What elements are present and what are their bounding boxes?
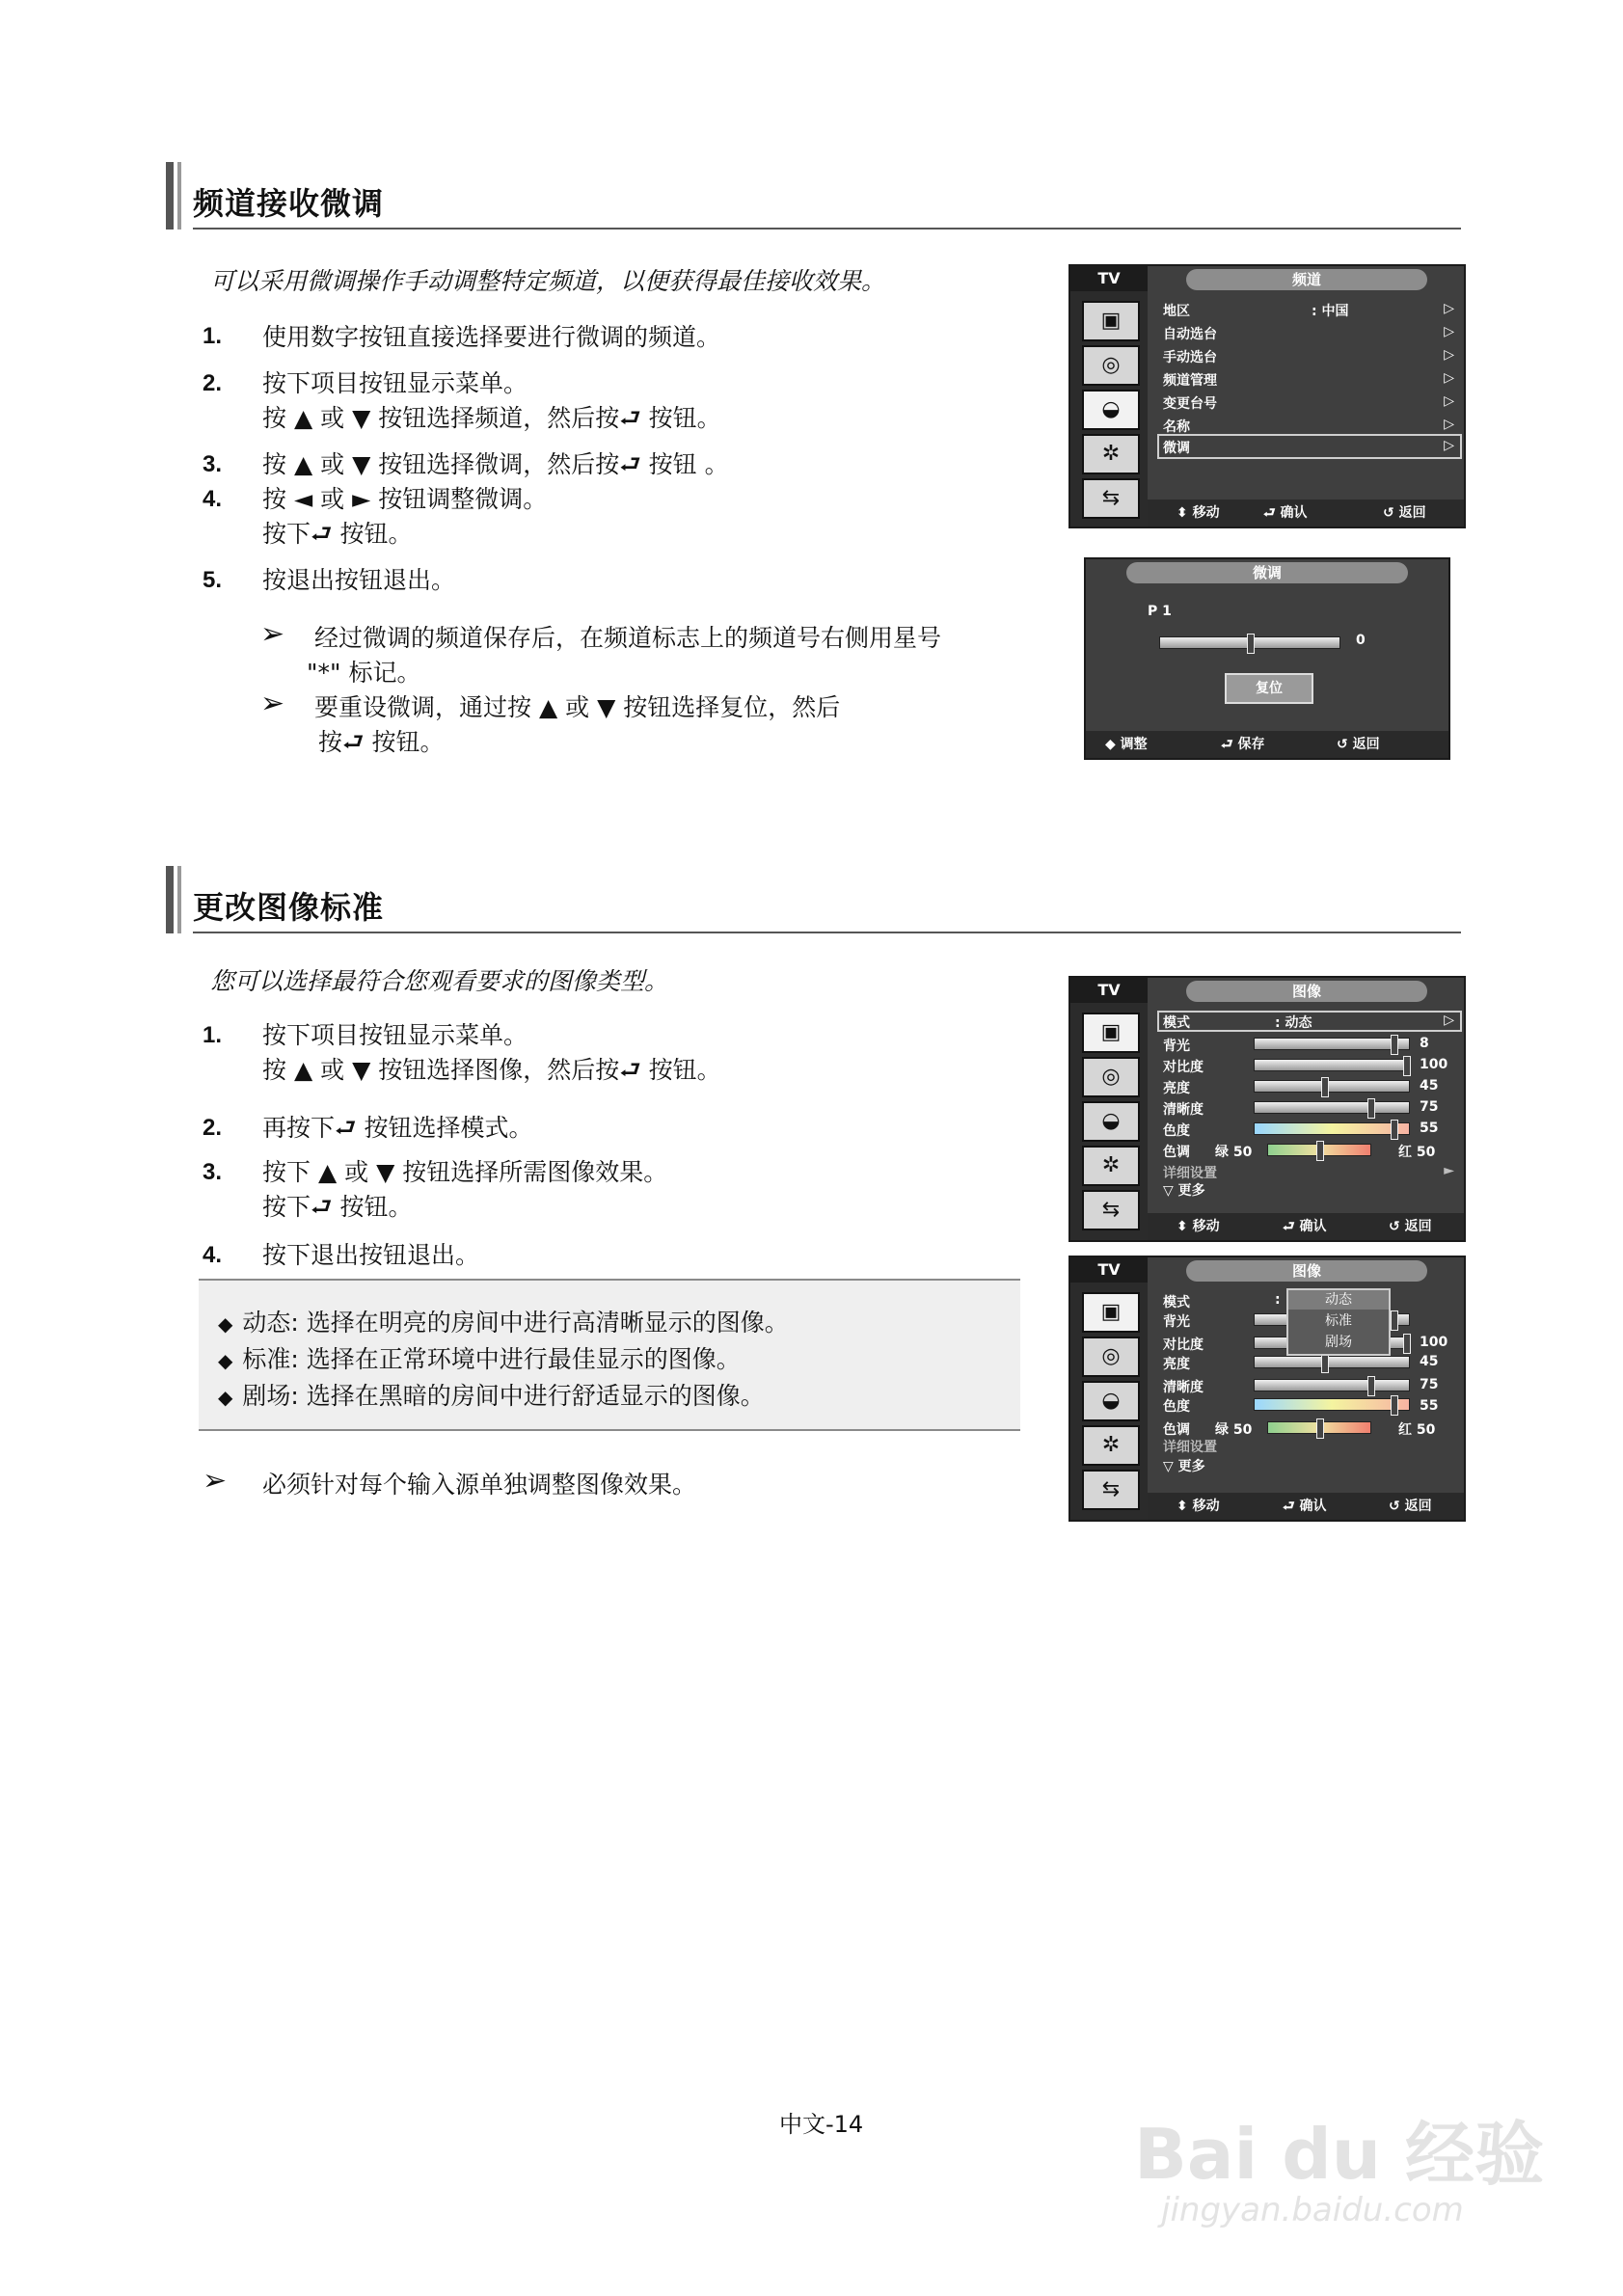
section-intro: 可以采用微调操作手动调整特定频道，以便获得最佳接收效果。 (210, 267, 886, 295)
note-arrow-icon: ➢ (260, 687, 285, 720)
diamond-icon: ◆ (218, 1312, 233, 1336)
tint-left-value: 绿 50 (1215, 1145, 1253, 1160)
dropdown-option[interactable]: 标准 (1325, 1313, 1352, 1329)
osd-footer (1148, 1213, 1464, 1240)
submenu-arrow-icon: ▷ (1444, 370, 1454, 386)
step-text: 使用数字按钮直接选择要进行微调的频道。 (262, 323, 721, 351)
note-arrow-icon: ➢ (203, 1464, 228, 1498)
note-text: 必须针对每个输入源单独调整图像效果。 (262, 1471, 697, 1499)
menu-item-detail[interactable]: 详细设置 (1163, 1166, 1217, 1181)
row-label-tint: 色调 (1163, 1422, 1190, 1438)
footer-back: ↺ 返回 (1389, 1219, 1432, 1234)
step-text: 按 ▲ 或 ▼ 按钮选择微调，然后按⮐ 按钮 。 (262, 450, 729, 478)
step-number: 4. (203, 486, 223, 512)
footer-back: ↺ 返回 (1383, 505, 1426, 521)
menu-item-region-value: : 中国 (1312, 304, 1349, 319)
step-number: 4. (203, 1242, 223, 1268)
row-label-color: 色度 (1163, 1399, 1190, 1415)
osd-footer (1086, 731, 1448, 758)
brightness-value: 45 (1420, 1078, 1439, 1094)
note-text: 经过微调的频道保存后，在频道标志上的频道号右侧用星号 (314, 624, 942, 652)
step-number: 3. (203, 451, 223, 477)
section-title: 频道接收微调 (193, 185, 385, 222)
submenu-arrow-icon: ▷ (1444, 417, 1454, 432)
setup-icon: ✲ (1082, 1146, 1140, 1186)
section-title: 更改图像标准 (193, 889, 385, 926)
step-text: 按下 ▲ 或 ▼ 按钮选择所需图像效果。 (262, 1158, 668, 1186)
channel-label: P 1 (1148, 604, 1172, 619)
tv-osd-fine-tune (1084, 557, 1450, 760)
picture-icon: ▣ (1082, 1292, 1140, 1333)
tint-slider[interactable] (1267, 1421, 1371, 1434)
osd-footer (1148, 1493, 1464, 1520)
step-number: 1. (203, 323, 223, 349)
channel-icon: ◒ (1082, 390, 1140, 430)
row-label-contrast: 对比度 (1163, 1337, 1204, 1353)
footer-move: ⬍ 移动 (1177, 1499, 1220, 1514)
tv-osd-channel-menu (1068, 264, 1466, 528)
slider-knob[interactable] (1367, 1098, 1375, 1119)
footer-enter: ⮐ 确认 (1283, 1219, 1327, 1234)
row-label-contrast: 对比度 (1163, 1060, 1204, 1075)
footer-enter: ⮐ 确认 (1283, 1499, 1327, 1514)
picture-mode-descriptions (199, 1279, 1020, 1431)
row-label-sharpness: 清晰度 (1163, 1380, 1204, 1395)
color-value: 55 (1420, 1121, 1439, 1136)
mode-dropdown[interactable] (1286, 1288, 1391, 1356)
menu-item-sort[interactable]: 变更台号 (1163, 396, 1217, 412)
step-text: 按下项目按钮显示菜单。 (262, 369, 528, 397)
menu-item-region[interactable]: 地区 (1163, 304, 1190, 319)
bullet-item: ◆ 动态: 选择在明亮的房间中进行高清晰显示的图像。 (218, 1309, 789, 1337)
menu-item-detail[interactable]: 详细设置 (1163, 1440, 1217, 1455)
diamond-icon: ◆ (218, 1386, 233, 1409)
note-text: 按⮐ 按钮。 (318, 728, 445, 756)
watermark-logo: Bai du 经验 (1134, 2114, 1545, 2195)
diamond-icon: ◆ (218, 1349, 233, 1372)
brightness-slider[interactable] (1254, 1080, 1410, 1093)
menu-item-more[interactable]: ▽ 更多 (1163, 1183, 1205, 1199)
menu-item-manual-store[interactable]: 手动选台 (1163, 350, 1217, 365)
color-slider[interactable] (1254, 1398, 1410, 1411)
slider-knob[interactable] (1316, 1141, 1324, 1161)
slider-knob[interactable] (1321, 1077, 1329, 1097)
sharpness-value: 75 (1420, 1377, 1439, 1392)
menu-item-name[interactable]: 名称 (1163, 419, 1190, 435)
footer-adjust: ◆ 调整 (1105, 737, 1148, 752)
footer-back: ↺ 返回 (1389, 1499, 1432, 1514)
slider-knob[interactable] (1316, 1418, 1324, 1439)
submenu-arrow-icon: ► (1444, 1163, 1454, 1178)
sound-icon: ◎ (1082, 345, 1140, 386)
row-label-backlight: 背光 (1163, 1314, 1190, 1330)
color-slider[interactable] (1254, 1122, 1410, 1135)
note-text: "*" 标记。 (307, 659, 421, 687)
backlight-value: 8 (1420, 1036, 1429, 1051)
bullet-item: ◆ 剧场: 选择在黑暗的房间中进行舒适显示的图像。 (218, 1382, 765, 1410)
submenu-arrow-icon: ▷ (1444, 301, 1454, 316)
step-text: 按下项目按钮显示菜单。 (262, 1021, 528, 1049)
step-text: 按 ▲ 或 ▼ 按钮选择图像，然后按⮐ 按钮。 (262, 1056, 721, 1084)
channel-icon: ◒ (1082, 1381, 1140, 1421)
slider-knob[interactable] (1391, 1035, 1398, 1055)
tv-label: TV (1070, 978, 1148, 1003)
footer-enter: ⮐ 确认 (1263, 505, 1308, 521)
row-label-backlight: 背光 (1163, 1039, 1190, 1054)
osd-header: 图像 (1186, 1260, 1427, 1282)
input-icon: ⇆ (1082, 1190, 1140, 1230)
setup-icon: ✲ (1082, 1425, 1140, 1466)
menu-item-auto-store[interactable]: 自动选台 (1163, 327, 1217, 342)
menu-item-fine-tune[interactable]: 微调 (1163, 441, 1190, 456)
row-label-brightness: 亮度 (1163, 1081, 1190, 1096)
submenu-arrow-icon: ▷ (1444, 438, 1454, 453)
footer-move: ⬍ 移动 (1177, 1219, 1220, 1234)
sharpness-slider[interactable] (1254, 1379, 1410, 1391)
step-text: 按下退出按钮退出。 (262, 1241, 480, 1269)
slider-knob[interactable] (1391, 1120, 1398, 1140)
tint-slider[interactable] (1267, 1144, 1371, 1156)
step-number: 5. (203, 567, 223, 593)
slider-knob[interactable] (1391, 1310, 1398, 1331)
footer-move: ⬍ 移动 (1177, 505, 1220, 521)
footer-back: ↺ 返回 (1337, 737, 1380, 752)
step-text: 按 ▲ 或 ▼ 按钮选择频道，然后按⮐ 按钮。 (262, 404, 721, 432)
sound-icon: ◎ (1082, 1337, 1140, 1377)
slider-knob[interactable] (1321, 1353, 1329, 1373)
row-label-brightness: 亮度 (1163, 1357, 1190, 1372)
menu-item-channel-manager[interactable]: 频道管理 (1163, 373, 1217, 389)
contrast-value: 100 (1420, 1335, 1448, 1350)
note-arrow-icon: ➢ (260, 617, 285, 651)
section-heading-picture-mode (166, 866, 1461, 933)
row-label-tint: 色调 (1163, 1145, 1190, 1160)
contrast-value: 100 (1420, 1057, 1448, 1072)
step-number: 2. (203, 370, 223, 396)
slider-knob[interactable] (1247, 634, 1255, 654)
submenu-arrow-icon: ▷ (1444, 393, 1454, 409)
slider-knob[interactable] (1403, 1334, 1411, 1354)
menu-item-more[interactable]: ▽ 更多 (1163, 1459, 1205, 1474)
tv-osd-picture-menu (1068, 976, 1466, 1242)
tint-left-value: 绿 50 (1215, 1422, 1253, 1438)
picture-icon: ▣ (1082, 1013, 1140, 1053)
submenu-arrow-icon: ▷ (1444, 1013, 1454, 1028)
slider-knob[interactable] (1391, 1395, 1398, 1416)
tint-right-value: 红 50 (1398, 1422, 1436, 1438)
osd-footer (1148, 500, 1464, 527)
submenu-arrow-icon: ▷ (1444, 324, 1454, 339)
note-text: 要重设微调，通过按 ▲ 或 ▼ 按钮选择复位，然后 (314, 693, 841, 721)
backlight-slider[interactable] (1254, 1038, 1410, 1050)
dropdown-option[interactable]: 剧场 (1325, 1335, 1352, 1350)
row-label-sharpness: 清晰度 (1163, 1102, 1204, 1118)
tint-right-value: 红 50 (1398, 1145, 1436, 1160)
footer-save: ⮐ 保存 (1221, 737, 1265, 752)
tv-label: TV (1070, 266, 1148, 291)
osd-header: 图像 (1186, 981, 1427, 1002)
watermark-url: jingyan.baidu.com (1161, 2191, 1464, 2229)
row-label-color: 色度 (1163, 1123, 1190, 1139)
tv-osd-picture-mode-dropdown: TV ▣ ◎ ◒ ✲ ⇆ 图像 模式 : 背光 对比度 100 亮度 45 清晰度 75 色度 55 色调 绿 50 红 50 详细设置 ▽ 更多 动态 标准 剧场 ⬍ 移动 ⮐ 确认 ↺ 返回 (1068, 1256, 1466, 1522)
reset-button[interactable]: 复位 (1225, 673, 1313, 704)
slider-knob[interactable] (1403, 1056, 1411, 1076)
slider-knob[interactable] (1367, 1376, 1375, 1396)
step-text: 按下⮐ 按钮。 (262, 520, 413, 548)
mode-value: : 动态 (1275, 1015, 1312, 1031)
bullet-item: ◆ 标准: 选择在正常环境中进行最佳显示的图像。 (218, 1345, 741, 1373)
dropdown-option[interactable]: 动态 (1288, 1290, 1389, 1310)
osd-header: 频道 (1186, 269, 1427, 290)
osd-header: 微调 (1126, 562, 1408, 583)
section-intro: 您可以选择最符合您观看要求的图像类型。 (210, 967, 669, 995)
step-text: 再按下⮐ 按钮选择模式。 (262, 1114, 533, 1142)
brightness-value: 45 (1420, 1354, 1439, 1369)
brightness-slider[interactable] (1254, 1356, 1410, 1368)
setup-icon: ✲ (1082, 434, 1140, 474)
input-icon: ⇆ (1082, 1470, 1140, 1510)
step-number: 1. (203, 1022, 223, 1048)
sharpness-value: 75 (1420, 1099, 1439, 1115)
sharpness-slider[interactable] (1254, 1101, 1410, 1114)
menu-item-mode[interactable]: 模式 (1163, 1295, 1190, 1310)
sound-icon: ◎ (1082, 1057, 1140, 1097)
menu-item-mode[interactable]: 模式 (1163, 1015, 1190, 1031)
tv-label: TV (1070, 1257, 1148, 1283)
channel-icon: ◒ (1082, 1101, 1140, 1142)
fine-tune-value: 0 (1356, 633, 1366, 648)
picture-icon: ▣ (1082, 301, 1140, 341)
color-value: 55 (1420, 1398, 1439, 1414)
input-icon: ⇆ (1082, 478, 1140, 519)
contrast-slider[interactable] (1254, 1059, 1410, 1071)
step-number: 3. (203, 1159, 223, 1185)
selection-highlight (1157, 434, 1462, 459)
page-number: 中文-14 (779, 2111, 864, 2138)
submenu-arrow-icon: ▷ (1444, 347, 1454, 363)
step-number: 2. (203, 1115, 223, 1141)
step-text: 按退出按钮退出。 (262, 566, 456, 594)
step-text: 按下⮐ 按钮。 (262, 1193, 413, 1221)
section-heading-fine-tune (166, 162, 1461, 230)
fine-tune-slider[interactable] (1159, 636, 1340, 649)
step-text: 按 ◄ 或 ► 按钮调整微调。 (262, 485, 548, 513)
